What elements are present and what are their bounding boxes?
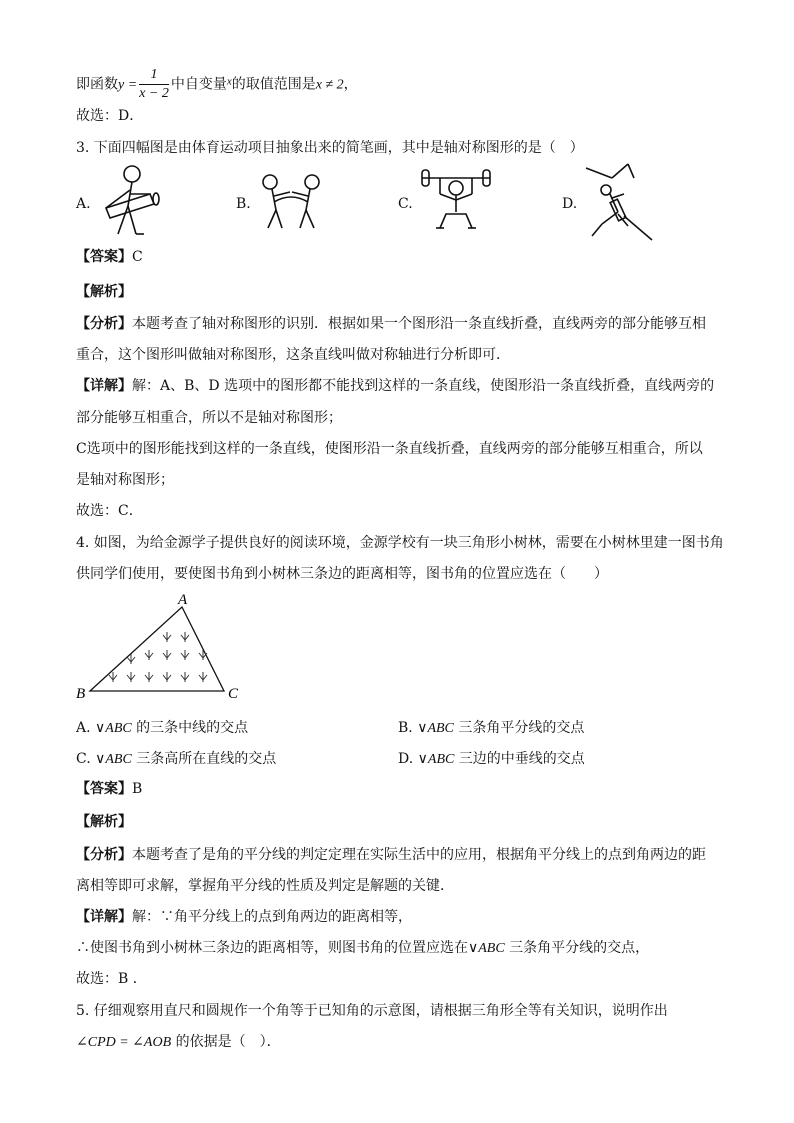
vertex-c-label: C — [228, 686, 239, 702]
q3-option-c-label: C. — [398, 196, 413, 212]
text-prefix: 即函数 — [76, 76, 118, 93]
option-letter: D. — [398, 751, 414, 767]
fenxi-text: 本题考查了是角的平分线的判定定理在实际生活中的应用，根据角平分线上的点到角两边的距 — [132, 847, 706, 863]
option-letter: B. — [398, 720, 413, 736]
q3-answer-line — [76, 247, 143, 267]
math-y-equals: y = — [118, 77, 138, 93]
option-letter: A. — [76, 720, 91, 736]
q3-xiangjie-line-1 — [76, 376, 714, 396]
q4-analysis-tag: 【解析】 — [76, 814, 132, 830]
triangle-symbol: ∨ABC — [417, 721, 454, 736]
option-text: 三条高所在直线的交点 — [136, 751, 277, 767]
q3-fenxi-line-1 — [76, 314, 706, 334]
q3-option-a-label: A. — [76, 196, 91, 212]
q3-xiangjie-line-4: 是轴对称图形； — [76, 472, 174, 488]
vertex-a-label: A — [178, 592, 188, 608]
q3-option-d-label: D. — [562, 196, 578, 212]
fenxi-tag: 【分析】 — [76, 847, 132, 863]
xiangjie-tag: 【详解】 — [76, 378, 132, 394]
math-var-x: x — [226, 75, 232, 88]
q3-option-b-label: B. — [236, 196, 251, 212]
xiangjie-text: 解：A、B、D 选项中的图形都不能找到这样的一条直线，使图形沿一条直线折叠，直线两旁的 — [132, 378, 715, 394]
xiangjie-text: ∴使图书角到小树林三条边的距离相等，则图书角的位置应选在 — [76, 940, 468, 956]
fenxi-text: 本题考查了轴对称图形的识别．根据如果一个图形沿一条直线折叠，直线两旁的部分能够互相 — [132, 316, 706, 332]
triangle-symbol: ∨ABC — [95, 752, 132, 767]
fenxi-tag: 【分析】 — [76, 316, 132, 332]
option-text: 三条角平分线的交点 — [458, 720, 585, 736]
q3-choose: 故选：C． — [76, 503, 143, 519]
q4-option-a — [76, 718, 248, 739]
stick-figure-a-icon — [92, 162, 164, 240]
stick-figures-b-icon — [256, 170, 326, 232]
option-letter: C. — [76, 751, 91, 767]
q3-question: 3. 下面四幅图是由体育运动项目抽象出来的简笔画，其中是轴对称图形的是（ ） — [76, 140, 584, 156]
xiangjie-tag: 【详解】 — [76, 909, 132, 925]
q4-option-d — [398, 749, 585, 770]
text-mid: 中自变量 — [170, 76, 227, 93]
q4-question-line-2: 供同学们使用，要使图书角到小树林三条边的距离相等，图书角的位置应选在（ ） — [76, 566, 608, 582]
option-text: 三边的中垂线的交点 — [458, 751, 585, 767]
q3-fenxi-line-2: 重合，这个图形叫做轴对称图形，这条直线叫做对称轴进行分析即可． — [76, 347, 510, 363]
answer-value: B — [132, 781, 143, 797]
xiangjie-text: 解：∵角平分线上的点到角两边的距离相等， — [132, 909, 412, 925]
skier-d-icon — [584, 160, 654, 242]
angle-equation: ∠CPD = ∠AOB — [76, 1035, 172, 1050]
q4-choose: 故选：B ． — [76, 971, 147, 987]
q4-answer-line — [76, 779, 142, 799]
q4-question-line-1: 4. 如图，为给金源学子提供良好的阅读环境，金源学校有一块三角形小树林，需要在小树林里建一图书角 — [76, 535, 724, 551]
q3-analysis-tag: 【解析】 — [76, 284, 132, 300]
q5-question-line-2 — [76, 1032, 281, 1053]
text-post: 的取值范围是 — [231, 76, 316, 93]
fraction-numerator: 1 — [139, 66, 169, 85]
q3-xiangjie-line-3: C选项中的图形能找到这样的一条直线，使图形沿一条直线折叠，直线两旁的部分能够互相重合，所以 — [76, 441, 703, 457]
text-end: ， — [343, 76, 358, 93]
option-text: 的三条中线的交点 — [136, 720, 249, 736]
math-condition: x ≠ 2 — [315, 77, 344, 93]
xiangjie-text-end: 三条角平分线的交点， — [509, 940, 650, 956]
triangle-symbol: ∨ABC — [417, 752, 455, 767]
q5-question-line-1: 5. 仔细观察用直尺和圆规作一个角等于已知角的示意图，请根据三角形全等有关知识，说明作出 — [76, 1003, 668, 1019]
q4-fenxi-line-1 — [76, 845, 706, 865]
vertex-b-label: B — [76, 686, 86, 702]
q4-xiangjie-line-1 — [76, 907, 412, 927]
q3-xiangjie-line-2: 部分能够互相重合，所以不是轴对称图形； — [76, 410, 342, 426]
answer-tag: 【答案】 — [76, 781, 132, 797]
answer-tag: 【答案】 — [76, 249, 132, 265]
triangle-symbol: ∨ABC — [95, 721, 132, 736]
triangle-symbol: ∨ABC — [468, 941, 505, 956]
q4-fenxi-line-2: 离相等即可求解，掌握角平分线的性质及判定是解题的关键． — [76, 878, 454, 894]
answer-value: C — [132, 249, 143, 265]
q4-xiangjie-line-2 — [76, 938, 649, 959]
weightlifter-c-icon — [418, 166, 494, 234]
fraction-denominator: x − 2 — [139, 86, 169, 101]
q2-choose: 故选：D． — [76, 108, 144, 124]
triangle-abc-diagram — [72, 592, 252, 704]
function-domain-line — [76, 66, 358, 103]
fraction — [139, 66, 169, 103]
q4-option-b — [398, 718, 584, 739]
question-text-end: 的依据是（ ）． — [175, 1034, 281, 1050]
q4-option-c — [76, 749, 276, 770]
